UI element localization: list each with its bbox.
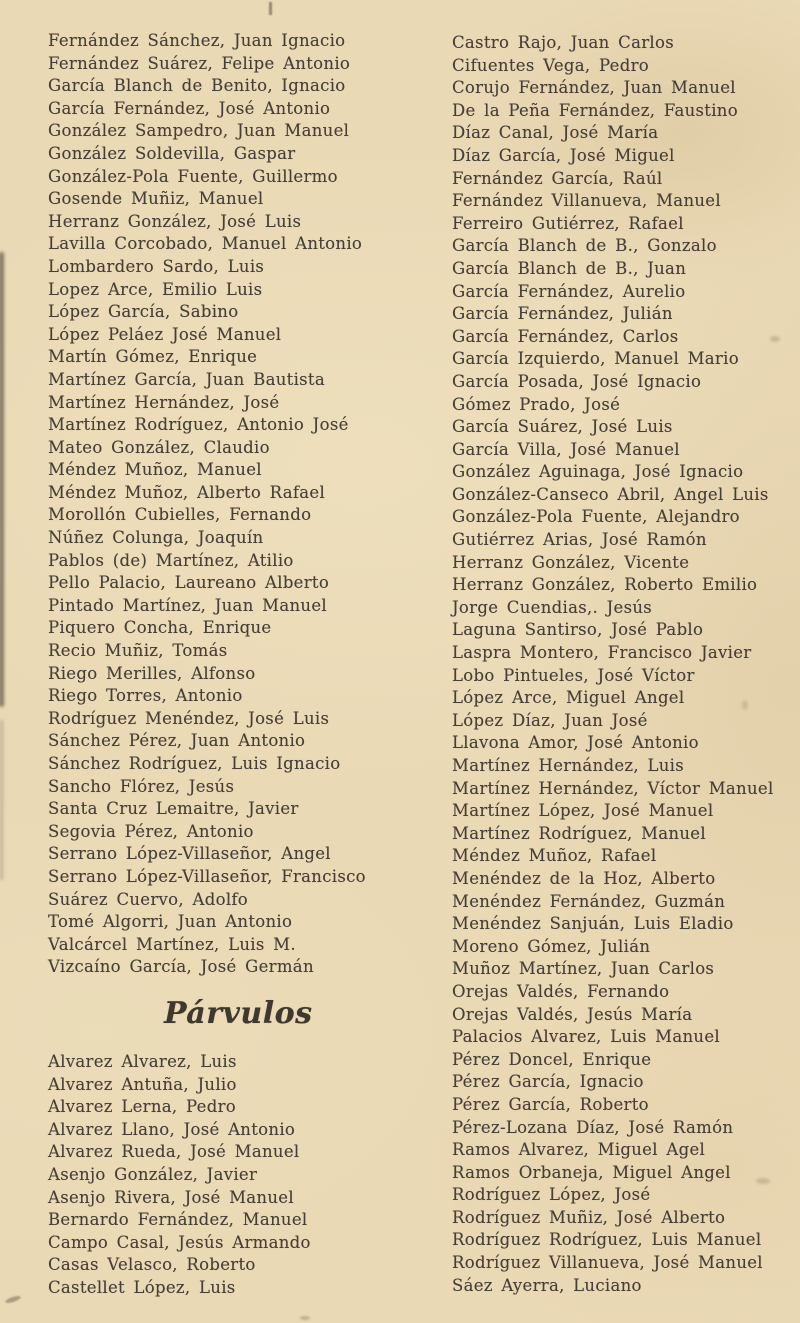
name-entry: López Peláez José Manuel bbox=[48, 324, 282, 344]
name-entry: Laspra Montero, Francisco Javier bbox=[452, 643, 752, 663]
name-entry: García Fernández, Carlos bbox=[452, 326, 679, 346]
name-entry: Moreno Gómez, Julián bbox=[452, 936, 651, 956]
name-entry: Núñez Colunga, Joaquín bbox=[48, 528, 264, 548]
name-entry: García Blanch de B., Gonzalo bbox=[452, 236, 717, 256]
name-entry: Herranz González, Vicente bbox=[452, 552, 690, 572]
name-entry: González Aguinaga, José Ignacio bbox=[452, 462, 744, 482]
name-entry: Martínez López, José Manuel bbox=[452, 801, 714, 821]
name-entry: Campo Casal, Jesús Armando bbox=[48, 1232, 311, 1252]
name-entry: Herranz González, Roberto Emilio bbox=[452, 575, 758, 595]
name-entry: López Arce, Miguel Angel bbox=[452, 688, 685, 708]
name-entry: García Fernández, Aurelio bbox=[452, 281, 686, 301]
name-entry: Ferreiro Gutiérrez, Rafael bbox=[452, 213, 684, 233]
name-entry: Lopez Arce, Emilio Luis bbox=[48, 279, 263, 299]
name-entry: Cifuentes Vega, Pedro bbox=[452, 55, 649, 75]
name-list-parvulos bbox=[48, 1051, 408, 1300]
name-entry: De la Peña Fernández, Faustino bbox=[452, 100, 738, 120]
scan-smudge-left-edge bbox=[0, 252, 4, 707]
name-entry: Suárez Cuervo, Adolfo bbox=[48, 889, 249, 909]
name-entry: Martínez Hernández, José bbox=[48, 392, 280, 412]
name-entry: Díaz Canal, José María bbox=[452, 123, 659, 143]
name-entry: Pérez García, Roberto bbox=[452, 1094, 649, 1114]
name-entry: Menéndez Fernández, Guzmán bbox=[452, 891, 726, 911]
name-entry: Sánchez Pérez, Juan Antonio bbox=[48, 731, 306, 751]
name-list-left-top bbox=[48, 30, 408, 979]
name-entry: Vizcaíno García, José Germán bbox=[48, 957, 314, 977]
name-entry: González-Pola Fuente, Alejandro bbox=[452, 507, 740, 527]
name-entry: Díaz García, José Miguel bbox=[452, 145, 675, 165]
name-entry: Alvarez Lerna, Pedro bbox=[48, 1097, 237, 1117]
name-entry: García Blanch de Benito, Ignacio bbox=[48, 76, 346, 96]
name-entry: Gómez Prado, José bbox=[452, 394, 621, 414]
name-entry: García Posada, José Ignacio bbox=[452, 371, 702, 391]
name-entry: Serrano López-Villaseñor, Angel bbox=[48, 844, 331, 864]
name-entry: Pablos (de) Martínez, Atilio bbox=[48, 550, 294, 570]
name-entry: Riego Merilles, Alfonso bbox=[48, 663, 256, 683]
section-heading-parvulos: Párvulos bbox=[164, 995, 313, 1031]
name-entry: Fernández García, Raúl bbox=[452, 168, 663, 188]
name-entry: Fernández Suárez, Felipe Antonio bbox=[48, 53, 351, 73]
name-entry: Alvarez Alvarez, Luis bbox=[48, 1051, 237, 1071]
name-entry: González Sampedro, Juan Manuel bbox=[48, 121, 350, 141]
name-entry: Lombardero Sardo, Luis bbox=[48, 256, 265, 276]
name-entry: González Soldevilla, Gaspar bbox=[48, 143, 296, 163]
name-entry: García Villa, José Manuel bbox=[452, 439, 680, 459]
name-entry: Rodríguez Rodríguez, Luis Manuel bbox=[452, 1230, 762, 1250]
name-entry: Rodríguez Menéndez, José Luis bbox=[48, 708, 330, 728]
name-entry: Méndez Muñoz, Manuel bbox=[48, 460, 262, 480]
name-entry: González-Canseco Abril, Angel Luis bbox=[452, 484, 769, 504]
scan-smudge-left-edge-2 bbox=[0, 720, 3, 880]
name-entry: Orejas Valdés, Fernando bbox=[452, 981, 670, 1001]
name-entry: Valcárcel Martínez, Luis M. bbox=[48, 934, 296, 954]
name-entry: Méndez Muñoz, Alberto Rafael bbox=[48, 482, 326, 502]
name-entry: Sancho Flórez, Jesús bbox=[48, 776, 235, 796]
name-entry: Orejas Valdés, Jesús María bbox=[452, 1004, 693, 1024]
name-entry: Martínez Hernández, Luis bbox=[452, 756, 685, 775]
name-entry: Herranz González, José Luis bbox=[48, 211, 302, 231]
name-entry: Menéndez Sanjuán, Luis Eladio bbox=[452, 914, 734, 934]
name-entry: Asenjo Rivera, José Manuel bbox=[48, 1187, 294, 1207]
name-entry: Castellet López, Luis bbox=[48, 1277, 236, 1297]
scan-mark-top bbox=[269, 2, 272, 15]
name-entry: Martínez García, Juan Bautista bbox=[48, 369, 325, 389]
name-entry: Tomé Algorri, Juan Antonio bbox=[48, 912, 293, 932]
name-entry: Menéndez de la Hoz, Alberto bbox=[452, 868, 716, 888]
name-entry: Recio Muñiz, Tomás bbox=[48, 641, 228, 661]
name-entry: García Fernández, José Antonio bbox=[48, 98, 331, 118]
name-entry: Sánchez Rodríguez, Luis Ignacio bbox=[48, 754, 341, 773]
name-entry: Corujo Fernández, Juan Manuel bbox=[452, 78, 736, 98]
name-entry: Martín Gómez, Enrique bbox=[48, 347, 258, 367]
name-entry: Piquero Concha, Enrique bbox=[48, 618, 272, 638]
name-entry: Jorge Cuendias,. Jesús bbox=[452, 597, 653, 617]
scan-speck-bottom-center bbox=[300, 1316, 310, 1320]
name-entry: Casas Velasco, Roberto bbox=[48, 1255, 256, 1275]
name-entry: Pello Palacio, Laureano Alberto bbox=[48, 573, 330, 593]
name-entry: Castro Rajo, Juan Carlos bbox=[452, 33, 674, 52]
name-entry: López Díaz, Juan José bbox=[452, 710, 648, 730]
name-entry: Martínez Hernández, Víctor Manuel bbox=[452, 778, 774, 798]
name-entry: Llavona Amor, José Antonio bbox=[452, 733, 699, 753]
name-entry: Lobo Pintueles, José Víctor bbox=[452, 665, 695, 685]
name-entry: González-Pola Fuente, Guillermo bbox=[48, 166, 338, 186]
name-entry: Gosende Muñiz, Manuel bbox=[48, 189, 264, 209]
name-entry: Martínez Rodríguez, Antonio José bbox=[48, 415, 349, 435]
name-entry: Alvarez Llano, José Antonio bbox=[48, 1119, 296, 1139]
name-entry: Alvarez Rueda, José Manuel bbox=[48, 1142, 300, 1162]
name-entry: Pérez García, Ignacio bbox=[452, 1072, 644, 1092]
name-entry: Laguna Santirso, José Pablo bbox=[452, 620, 704, 640]
name-entry: Lavilla Corcobado, Manuel Antonio bbox=[48, 234, 363, 254]
name-entry: Ramos Orbaneja, Miguel Angel bbox=[452, 1162, 731, 1182]
name-entry: Serrano López-Villaseñor, Francisco bbox=[48, 866, 366, 886]
name-entry: Palacios Alvarez, Luis Manuel bbox=[452, 1027, 720, 1047]
name-entry: Santa Cruz Lemaitre, Javier bbox=[48, 799, 299, 819]
name-entry: López García, Sabino bbox=[48, 302, 239, 322]
name-entry: Rodríguez Villanueva, José Manuel bbox=[452, 1253, 763, 1273]
name-entry: García Blanch de B., Juan bbox=[452, 258, 687, 278]
name-entry: Riego Torres, Antonio bbox=[48, 686, 243, 706]
name-entry: Bernardo Fernández, Manuel bbox=[48, 1210, 308, 1230]
name-entry: Fernández Villanueva, Manuel bbox=[452, 191, 721, 211]
left-column bbox=[48, 30, 408, 1299]
name-list-right bbox=[452, 32, 797, 1297]
name-entry: Pintado Martínez, Juan Manuel bbox=[48, 595, 327, 615]
name-entry: Gutiérrez Arias, José Ramón bbox=[452, 530, 707, 550]
name-entry: Fernández Sánchez, Juan Ignacio bbox=[48, 31, 346, 50]
name-entry: Mateo González, Claudio bbox=[48, 437, 270, 457]
name-entry: Pérez-Lozana Díaz, José Ramón bbox=[452, 1117, 734, 1137]
name-entry: Méndez Muñoz, Rafael bbox=[452, 846, 657, 866]
right-column bbox=[452, 32, 797, 1297]
name-entry: Rodríguez López, José bbox=[452, 1185, 651, 1205]
name-entry: Morollón Cubielles, Fernando bbox=[48, 505, 312, 525]
name-entry: García Suárez, José Luis bbox=[452, 417, 673, 437]
name-entry: Asenjo González, Javier bbox=[48, 1164, 258, 1184]
name-entry: Pérez Doncel, Enrique bbox=[452, 1049, 652, 1069]
name-entry: García Fernández, Julián bbox=[452, 304, 673, 324]
name-entry: García Izquierdo, Manuel Mario bbox=[452, 349, 739, 369]
name-entry: Segovia Pérez, Antonio bbox=[48, 821, 254, 841]
name-entry: Martínez Rodríguez, Manuel bbox=[452, 823, 706, 843]
name-entry: Alvarez Antuña, Julio bbox=[48, 1074, 237, 1094]
name-entry: Rodríguez Muñiz, José Alberto bbox=[452, 1207, 726, 1227]
name-entry: Sáez Ayerra, Luciano bbox=[452, 1275, 642, 1295]
scan-speck-bottom-left bbox=[5, 1295, 22, 1305]
name-entry: Muñoz Martínez, Juan Carlos bbox=[452, 959, 715, 979]
name-entry: Ramos Alvarez, Miguel Agel bbox=[452, 1140, 706, 1160]
